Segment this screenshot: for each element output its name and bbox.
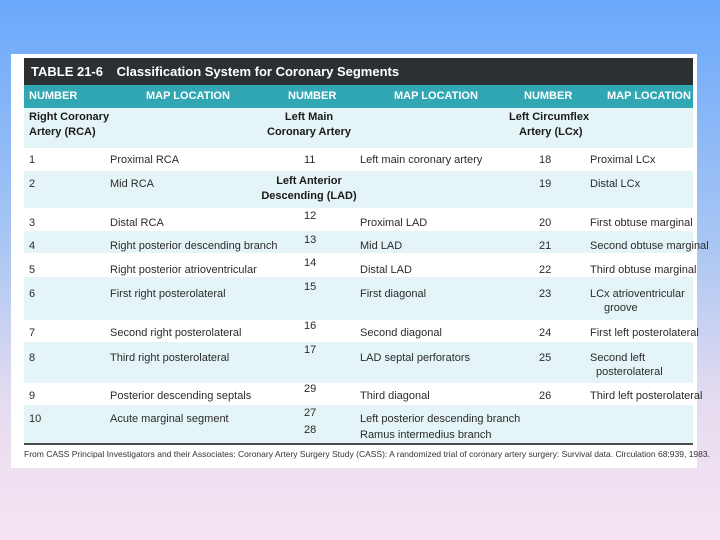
rca-number-5: 5 [29, 264, 36, 276]
rca-location-7: Second right posterolateral [110, 327, 242, 339]
rca-number-10: 10 [29, 413, 42, 425]
lcx-location-19: Distal LCx [590, 178, 641, 190]
table-header-row [24, 85, 693, 108]
lad-number-14: 14 [304, 257, 317, 269]
rca-location-3: Distal RCA [110, 217, 164, 229]
group-left-main-line2: Coronary Artery [267, 126, 351, 138]
lcx-number-21: 21 [539, 240, 552, 252]
lad-location-29: Third diagonal [360, 390, 430, 402]
lad-location-27: Left posterior descending branch [360, 413, 521, 425]
rca-location-1: Proximal RCA [110, 154, 180, 166]
lcx-number-19: 19 [539, 178, 552, 190]
lad-location-15: First diagonal [360, 288, 427, 300]
header-map-location-3: MAP LOCATION [607, 90, 691, 102]
lcx-location-22: Third obtuse marginal [590, 264, 697, 276]
header-map-location-2: MAP LOCATION [394, 90, 478, 102]
lad-location-16: Second diagonal [360, 327, 442, 339]
lad-number-12: 12 [304, 210, 317, 222]
rca-number-6: 6 [29, 288, 36, 300]
table-bottom-rule [24, 443, 693, 445]
lad-location-11: Left main coronary artery [360, 154, 483, 166]
lcx-location-20: First obtuse marginal [590, 217, 693, 229]
rca-number-7: 7 [29, 327, 36, 339]
lad-location-17: LAD septal perforators [360, 352, 471, 364]
group-left-main-line1: Left Main [284, 111, 334, 123]
rca-number-1: 1 [29, 154, 36, 166]
lcx-number-20: 20 [539, 217, 552, 229]
lad-location-12: Proximal LAD [360, 217, 428, 229]
lcx-location-24: First left posterolateral [590, 327, 699, 339]
table-title-bar [24, 58, 693, 85]
lcx-location-21: Second obtuse marginal [590, 240, 709, 252]
lcx-number-26: 26 [539, 390, 552, 402]
lcx-location-25-line2: posterolateral [596, 366, 663, 378]
lad-number-15: 15 [304, 281, 317, 293]
rca-location-6: First right posterolateral [110, 288, 226, 300]
lcx-location-23-line1: LCx atrioventricular [590, 288, 685, 300]
lcx-number-22: 22 [539, 264, 552, 276]
lad-number-27: 27 [304, 407, 317, 419]
table-footnote: From CASS Principal Investigators and their Associates: Coronary Artery Surgery Study (CASS): A randomized trial of coronary artery surgery: Survival data. Circulation 68:939, 1983. [24, 449, 710, 459]
group-lad-line2: Descending (LAD) [261, 190, 357, 202]
rca-number-2: 2 [29, 178, 36, 190]
lad-location-28: Ramus intermedius branch [360, 429, 492, 441]
lcx-location-23-line2: groove [604, 302, 638, 314]
lad-number-28: 28 [304, 424, 317, 436]
lcx-number-18: 18 [539, 154, 552, 166]
rca-number-8: 8 [29, 352, 36, 364]
lcx-location-26: Third left posterolateral [590, 390, 703, 402]
header-number-1: NUMBER [29, 90, 78, 102]
rca-location-8: Third right posterolateral [110, 352, 230, 364]
rca-location-9: Posterior descending septals [110, 390, 252, 402]
rca-location-2: Mid RCA [110, 178, 155, 190]
lad-number-29: 29 [304, 383, 317, 395]
group-lcx-line2: Artery (LCx) [519, 126, 583, 138]
rca-number-9: 9 [29, 390, 36, 402]
lad-number-17: 17 [304, 344, 317, 356]
group-lad-line1: Left Anterior [276, 175, 342, 187]
table-container [24, 58, 709, 447]
lad-number-16: 16 [304, 320, 317, 332]
rca-location-10: Acute marginal segment [110, 413, 229, 425]
rca-location-4: Right posterior descending branch [110, 240, 278, 252]
header-map-location-1: MAP LOCATION [146, 90, 230, 102]
group-rca-line2: Artery (RCA) [29, 126, 96, 138]
lcx-number-23: 23 [539, 288, 552, 300]
lad-location-13: Mid LAD [360, 240, 403, 252]
lcx-location-25-line1: Second left [590, 352, 646, 364]
header-number-2: NUMBER [288, 90, 337, 102]
table-number: TABLE 21-6 [31, 64, 103, 79]
rca-number-3: 3 [29, 217, 36, 229]
header-number-3: NUMBER [524, 90, 573, 102]
lcx-location-18: Proximal LCx [590, 154, 656, 166]
lad-number-11: 11 [304, 154, 316, 166]
rca-location-5: Right posterior atrioventricular [110, 264, 257, 276]
lad-location-14: Distal LAD [360, 264, 412, 276]
lcx-number-24: 24 [539, 327, 552, 339]
lad-number-13: 13 [304, 234, 317, 246]
rca-number-4: 4 [29, 240, 36, 252]
lcx-number-25: 25 [539, 352, 552, 364]
group-lcx-line1: Left Circumflex [509, 111, 590, 123]
group-rca-line1: Right Coronary [29, 111, 110, 123]
slide-panel [11, 54, 710, 468]
table-title: Classification System for Coronary Segments [116, 64, 400, 79]
